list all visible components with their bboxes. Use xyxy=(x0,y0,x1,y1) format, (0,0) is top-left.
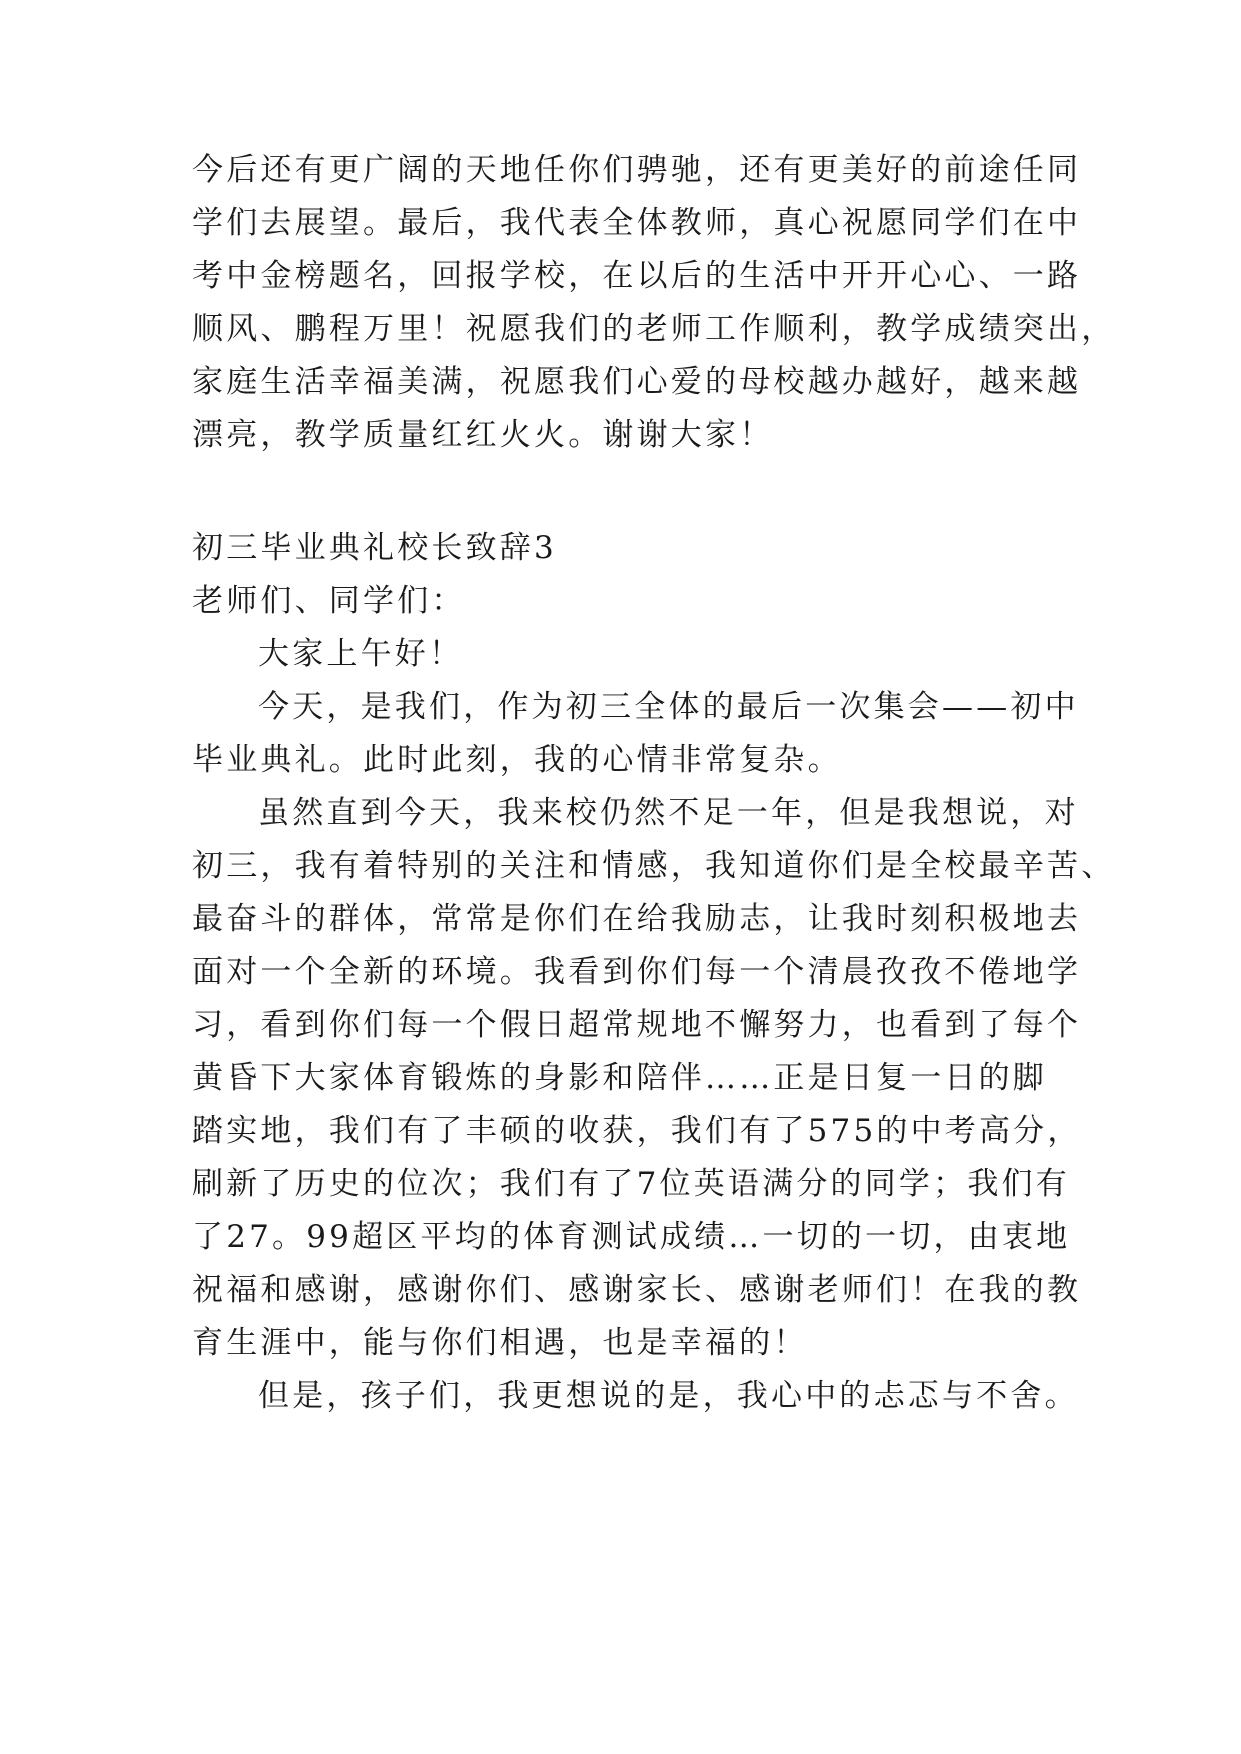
text-line: 黄昏下大家体育锻炼的身影和陪伴……正是日复一日的脚 xyxy=(192,1060,1047,1096)
text-line: 面对一个全新的环境。我看到你们每一个清晨孜孜不倦地学 xyxy=(192,954,1082,990)
text-line: 踏实地，我们有了丰硕的收获，我们有了575的中考高分， xyxy=(192,1113,1082,1149)
section-title: 初三毕业典礼校长致辞3 xyxy=(192,530,557,566)
text-line: 漂亮，教学质量红红火火。谢谢大家！ xyxy=(192,417,774,453)
text-line: 了27。99超区平均的体育测试成绩…一切的一切，由衷地 xyxy=(192,1219,1071,1255)
text-line: 但是，孩子们，我更想说的是，我心中的忐忑与不舍。 xyxy=(258,1378,1079,1414)
text-line: 家庭生活幸福美满，祝愿我们心爱的母校越办越好，越来越 xyxy=(192,364,1082,400)
text-line: 虽然直到今天，我来校仍然不足一年，但是我想说，对 xyxy=(258,795,1079,831)
text-line: 习，看到你们每一个假日超常规地不懈努力，也看到了每个 xyxy=(192,1007,1082,1043)
text-line: 顺风、鹏程万里！祝愿我们的老师工作顺利，教学成绩突出， xyxy=(192,311,1116,347)
text-line: 育生涯中，能与你们相遇，也是幸福的！ xyxy=(192,1325,808,1361)
text-line: 学们去展望。最后，我代表全体教师，真心祝愿同学们在中 xyxy=(192,205,1082,241)
text-line: 今后还有更广阔的天地任你们骋驰，还有更美好的前途任同 xyxy=(192,152,1082,188)
text-line: 刷新了历史的位次；我们有了7位英语满分的同学；我们有 xyxy=(192,1166,1070,1202)
text-line: 今天，是我们，作为初三全体的最后一次集会——初中 xyxy=(258,689,1079,725)
text-line: 祝福和感谢，感谢你们、感谢家长、感谢老师们！在我的教 xyxy=(192,1272,1082,1308)
text-line: 初三，我有着特别的关注和情感，我知道你们是全校最辛苦、 xyxy=(192,848,1116,884)
text-line: 毕业典礼。此时此刻，我的心情非常复杂。 xyxy=(192,742,842,778)
salutation: 老师们、同学们： xyxy=(192,583,466,619)
greeting: 大家上午好！ xyxy=(258,636,464,672)
text-line: 考中金榜题名，回报学校，在以后的生活中开开心心、一路 xyxy=(192,258,1082,294)
text-line: 最奋斗的群体，常常是你们在给我励志，让我时刻积极地去 xyxy=(192,901,1082,937)
